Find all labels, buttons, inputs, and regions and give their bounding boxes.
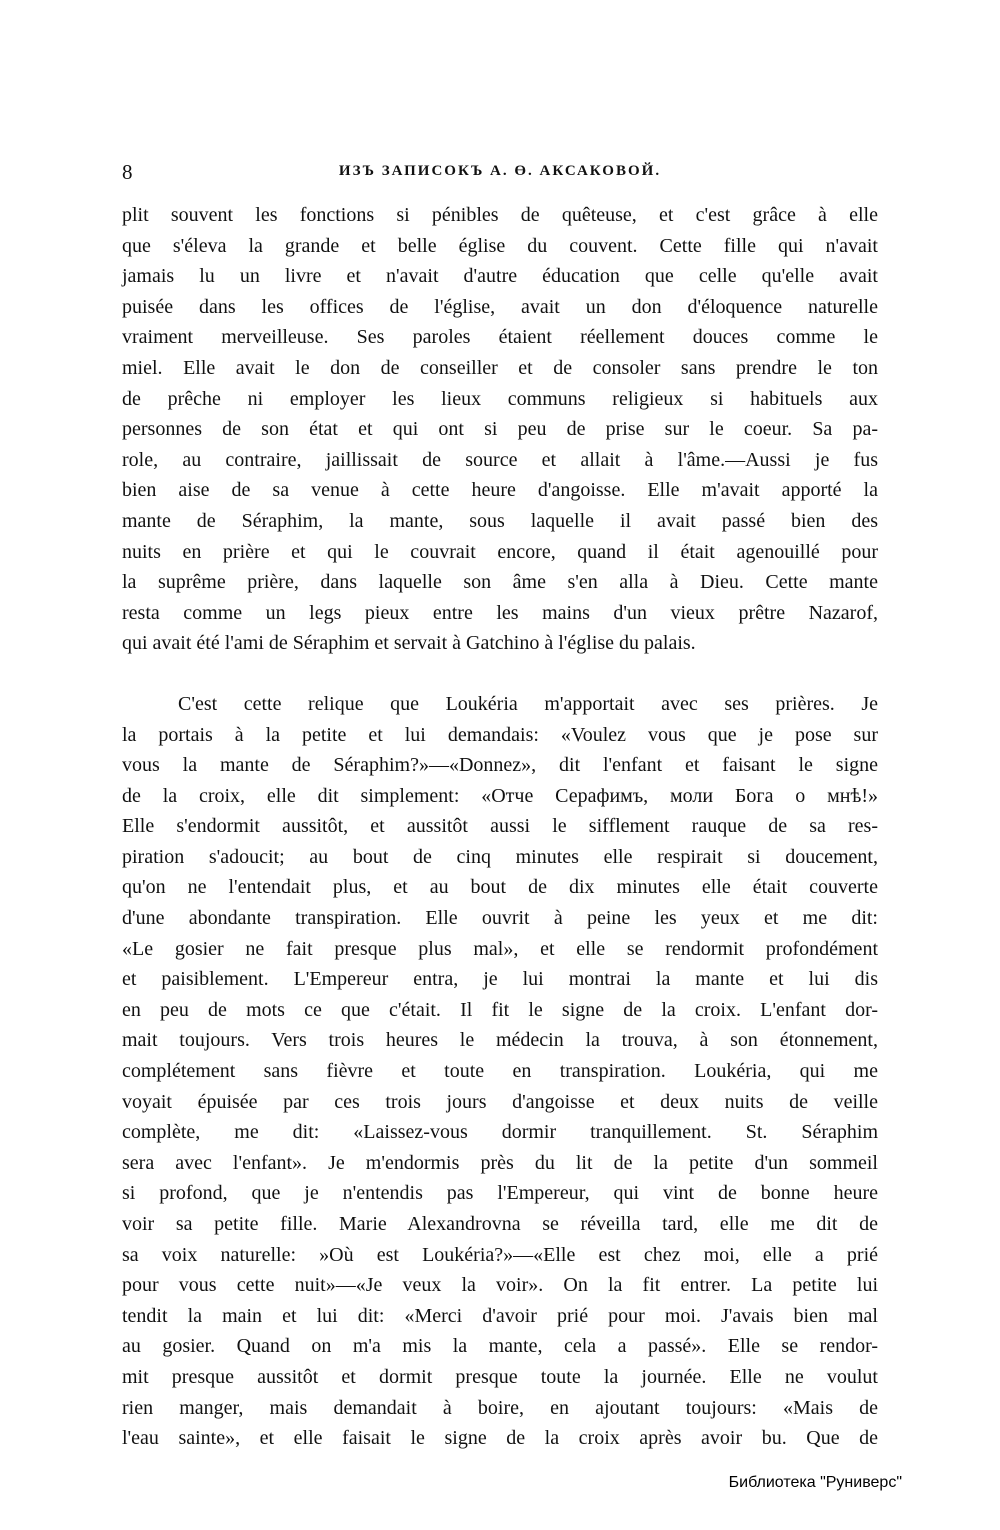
paragraph-1 — [122, 200, 878, 659]
text-line: mait toujours. Vers trois heures le médecin la trouva, à son étonnement, — [122, 1029, 878, 1052]
text-line: puisée dans les offices de l'église, avait un don d'éloquence naturelle — [122, 295, 878, 318]
text-line: mante de Séraphim, la mante, sous laquelle il avait passé bien des — [122, 509, 878, 532]
text-line: Elle s'endormit aussitôt, et aussitôt aussi le sifflement rauque de sa res- — [122, 815, 878, 838]
text-line: resta comme un legs pieux entre les mains d'un vieux prêtre Nazarof, — [122, 601, 878, 624]
text-line: miel. Elle avait le don de conseiller et de consoler sans prendre le ton — [122, 356, 878, 379]
running-title: ИЗЪ ЗАПИСОКЪ А. Ө. АКСАКОВОЙ. — [338, 163, 662, 179]
text-line: d'une abondante transpiration. Elle ouvrit à peine les yeux et me dit: — [122, 907, 878, 930]
text-line: complétement sans fièvre et toute en transpiration. Loukéria, qui me — [122, 1060, 878, 1083]
paragraph-2 — [122, 689, 878, 1454]
paragraph-gap — [122, 659, 878, 689]
text-line: la portais à la petite et lui demandais: «Voulez vous que je pose sur — [122, 723, 878, 746]
text-line: bien aise de sa venue à cette heure d'angoisse. Elle m'avait apporté la — [122, 479, 878, 502]
page-number: 8 — [122, 160, 133, 184]
page-header — [122, 160, 878, 190]
text-line: role, au contraire, jaillissait de source et allait à l'âme.—Aussi je fus — [122, 448, 878, 471]
text-line: tendit la main et lui dit: «Merci d'avoir prié pour moi. J'avais bien mal — [122, 1304, 878, 1327]
text-line: que s'éleva la grande et belle église du couvent. Cette fille qui n'avait — [122, 234, 878, 257]
text-line: voyait épuisée par ces trois jours d'angoisse et deux nuits de veille — [122, 1090, 878, 1113]
text-line: voir sa petite fille. Marie Alexandrovna se réveilla tard, elle me dit de — [122, 1213, 878, 1235]
text-line: jamais lu un livre et n'avait d'autre éducation que celle qu'elle avait — [122, 265, 878, 288]
text-line: qu'on ne l'entendait plus, et au bout de dix minutes elle était couverte — [122, 876, 878, 899]
text-line: et paisiblement. L'Empereur entra, je lui montrai la mante et lui dis — [122, 968, 878, 991]
text-line: en peu de mots ce que c'était. Il fit le signe de la croix. L'enfant dor- — [122, 998, 878, 1021]
text-line: piration s'adoucit; au bout de cinq minutes elle respirait si doucement, — [122, 845, 878, 868]
text-line: de la croix, elle dit simplement: «Отче Серафимъ, моли Бога о мнѣ!» — [122, 784, 878, 807]
text-line: complète, me dit: «Laissez-vous dormir tranquillement. St. Séraphim — [122, 1121, 878, 1144]
text-line: C'est cette relique que Loukéria m'apportait avec ses prières. Je — [178, 692, 878, 715]
text-line: vous la mante de Séraphim?»—«Donnez», dit l'enfant et faisant le signe — [122, 754, 878, 777]
text-line: «Le gosier ne fait presque plus mal», et elle se rendormit profondément — [122, 937, 878, 960]
text-line: qui avait été l'ami de Séraphim et servait à Gatchino à l'église du palais. — [122, 632, 696, 655]
text-line: nuits en prière et qui le couvrait encore, quand il était agenouillé pour — [122, 540, 878, 563]
text-line: plit souvent les fonctions si pénibles de quêteuse, et c'est grâce à elle — [122, 204, 878, 226]
text-line: mit presque aussitôt et dormit presque toute la journée. Elle ne voulut — [122, 1365, 878, 1388]
text-line: pour vous cette nuit»—«Je veux la voir». On la fit entrer. La petite lui — [122, 1274, 878, 1297]
body-text — [122, 200, 878, 1454]
text-line: si profond, que je n'entendis pas l'Empereur, qui vint de bonne heure — [122, 1182, 878, 1205]
text-line: personnes de son état et qui ont si peu de prise sur le coeur. Sa pa- — [122, 418, 878, 441]
text-line: vraiment merveilleuse. Ses paroles étaient réellement douces comme le — [122, 326, 878, 349]
text-line: au gosier. Quand on m'a mis la mante, cela a passé». Elle se rendor- — [122, 1335, 878, 1358]
text-line: sera avec l'enfant». Je m'endormis près du lit de la petite d'un sommeil — [122, 1151, 878, 1174]
text-line: l'eau sainte», et elle faisait le signe de la croix après avoir bu. Que de — [122, 1427, 878, 1450]
library-watermark: Библиотека "Руниверс" — [728, 1474, 902, 1491]
text-line: sa voix naturelle: »Où est Loukéria?»—«Elle est chez moi, elle a prié — [122, 1243, 878, 1266]
text-line: de prêche ni employer les lieux communs religieux si habituels aux — [122, 387, 878, 410]
text-line: la suprême prière, dans laquelle son âme s'en alla à Dieu. Cette mante — [122, 571, 878, 594]
text-line: rien manger, mais demandait à boire, en ajoutant toujours: «Mais de — [122, 1396, 878, 1419]
